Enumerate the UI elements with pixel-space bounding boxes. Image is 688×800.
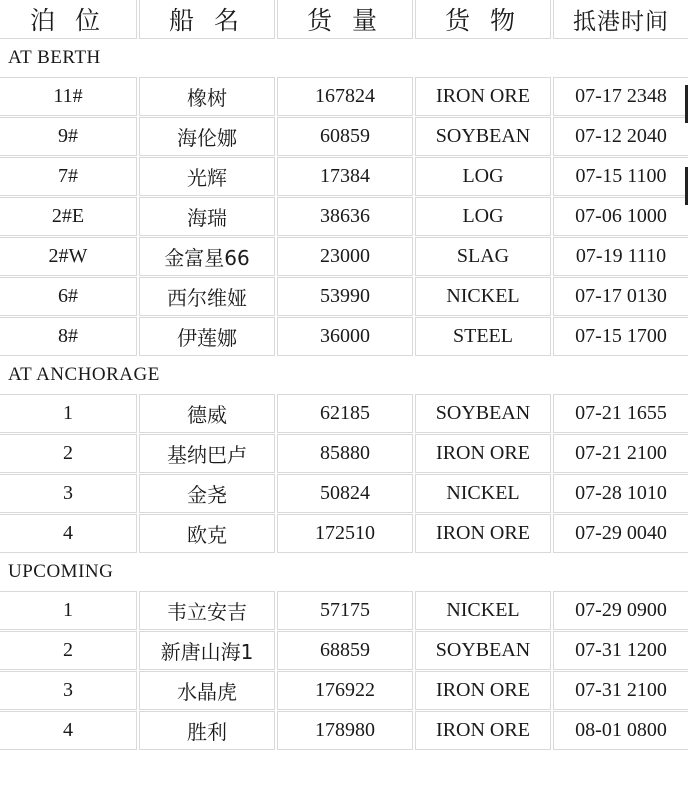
- cell-arrival-time: 07-19 1110: [554, 238, 688, 275]
- cell-arrival-time: 07-17 0130: [554, 278, 688, 315]
- section-title: AT ANCHORAGE: [0, 358, 688, 392]
- header-quantity: 货 量: [278, 0, 412, 38]
- section-title: AT BERTH: [0, 41, 688, 75]
- table-row: [0, 515, 688, 552]
- cell-cargo: NICKEL: [416, 592, 550, 629]
- cell-cargo: IRON ORE: [416, 672, 550, 709]
- cell-ship-name: 胜利: [140, 712, 274, 749]
- cell-cargo: SOYBEAN: [416, 118, 550, 155]
- cell-arrival-time: 08-01 0800: [554, 712, 688, 749]
- table-row: [0, 158, 688, 195]
- cell-berth: 1: [0, 592, 136, 629]
- table-row: [0, 318, 688, 355]
- header-berth: 泊 位: [0, 0, 136, 38]
- cell-arrival-time: 07-17 2348: [554, 78, 688, 115]
- cell-ship-name: 海伦娜: [140, 118, 274, 155]
- table-row: [0, 672, 688, 709]
- cell-arrival-time: 07-15 1100: [554, 158, 688, 195]
- cell-quantity: 68859: [278, 632, 412, 669]
- cell-quantity: 57175: [278, 592, 412, 629]
- cell-berth: 4: [0, 712, 136, 749]
- cell-quantity: 178980: [278, 712, 412, 749]
- cell-quantity: 17384: [278, 158, 412, 195]
- cell-quantity: 36000: [278, 318, 412, 355]
- cell-quantity: 167824: [278, 78, 412, 115]
- cell-quantity: 62185: [278, 395, 412, 432]
- cell-ship-name: 金尧: [140, 475, 274, 512]
- cell-quantity: 38636: [278, 198, 412, 235]
- cell-ship-name: 伊莲娜: [140, 318, 274, 355]
- cell-cargo: NICKEL: [416, 278, 550, 315]
- cell-ship-name: 金富星66: [140, 238, 274, 275]
- cell-berth: 6#: [0, 278, 136, 315]
- cell-cargo: LOG: [416, 198, 550, 235]
- cell-berth: 8#: [0, 318, 136, 355]
- section-header-row: [0, 358, 688, 392]
- cell-arrival-time: 07-29 0040: [554, 515, 688, 552]
- section-header-row: [0, 41, 688, 75]
- table-row: [0, 118, 688, 155]
- section-title: UPCOMING: [0, 555, 688, 589]
- cell-cargo: STEEL: [416, 318, 550, 355]
- cell-cargo: IRON ORE: [416, 515, 550, 552]
- cell-quantity: 172510: [278, 515, 412, 552]
- cell-berth: 1: [0, 395, 136, 432]
- cell-cargo: SOYBEAN: [416, 632, 550, 669]
- cell-ship-name: 新唐山海1: [140, 632, 274, 669]
- cell-quantity: 23000: [278, 238, 412, 275]
- table-row: [0, 395, 688, 432]
- cell-quantity: 176922: [278, 672, 412, 709]
- table-row: [0, 712, 688, 749]
- cell-ship-name: 橡树: [140, 78, 274, 115]
- cell-ship-name: 基纳巴卢: [140, 435, 274, 472]
- cell-berth: 9#: [0, 118, 136, 155]
- header-row: [0, 0, 688, 38]
- header-arrival-time: 抵港时间: [554, 0, 688, 38]
- section-header-row: [0, 555, 688, 589]
- table-row: [0, 592, 688, 629]
- cell-berth: 2#E: [0, 198, 136, 235]
- cell-arrival-time: 07-15 1700: [554, 318, 688, 355]
- table-row: [0, 278, 688, 315]
- cell-arrival-time: 07-31 2100: [554, 672, 688, 709]
- cell-arrival-time: 07-21 2100: [554, 435, 688, 472]
- cell-cargo: LOG: [416, 158, 550, 195]
- cell-cargo: SOYBEAN: [416, 395, 550, 432]
- table-row: [0, 475, 688, 512]
- cell-ship-name: 德威: [140, 395, 274, 432]
- cell-quantity: 60859: [278, 118, 412, 155]
- cell-ship-name: 韦立安吉: [140, 592, 274, 629]
- cell-arrival-time: 07-29 0900: [554, 592, 688, 629]
- cell-ship-name: 光辉: [140, 158, 274, 195]
- cell-berth: 7#: [0, 158, 136, 195]
- cell-ship-name: 水晶虎: [140, 672, 274, 709]
- cell-arrival-time: 07-28 1010: [554, 475, 688, 512]
- cell-berth: 11#: [0, 78, 136, 115]
- cell-cargo: IRON ORE: [416, 435, 550, 472]
- cell-quantity: 50824: [278, 475, 412, 512]
- table-row: [0, 238, 688, 275]
- cell-ship-name: 欧克: [140, 515, 274, 552]
- cell-ship-name: 海瑞: [140, 198, 274, 235]
- cell-arrival-time: 07-21 1655: [554, 395, 688, 432]
- cell-cargo: SLAG: [416, 238, 550, 275]
- cell-berth: 3: [0, 475, 136, 512]
- table-row: [0, 198, 688, 235]
- table-row: [0, 632, 688, 669]
- cell-arrival-time: 07-31 1200: [554, 632, 688, 669]
- table-row: [0, 435, 688, 472]
- cell-cargo: NICKEL: [416, 475, 550, 512]
- cell-berth: 2: [0, 435, 136, 472]
- cell-berth: 3: [0, 672, 136, 709]
- cell-arrival-time: 07-12 2040: [554, 118, 688, 155]
- cell-cargo: IRON ORE: [416, 78, 550, 115]
- cell-berth: 4: [0, 515, 136, 552]
- cell-arrival-time: 07-06 1000: [554, 198, 688, 235]
- cell-cargo: IRON ORE: [416, 712, 550, 749]
- schedule-body: [0, 41, 688, 749]
- cell-quantity: 85880: [278, 435, 412, 472]
- cell-berth: 2: [0, 632, 136, 669]
- cell-ship-name: 西尔维娅: [140, 278, 274, 315]
- header-ship-name: 船 名: [140, 0, 274, 38]
- cell-quantity: 53990: [278, 278, 412, 315]
- header-cargo: 货 物: [416, 0, 550, 38]
- table-row: [0, 78, 688, 115]
- cell-berth: 2#W: [0, 238, 136, 275]
